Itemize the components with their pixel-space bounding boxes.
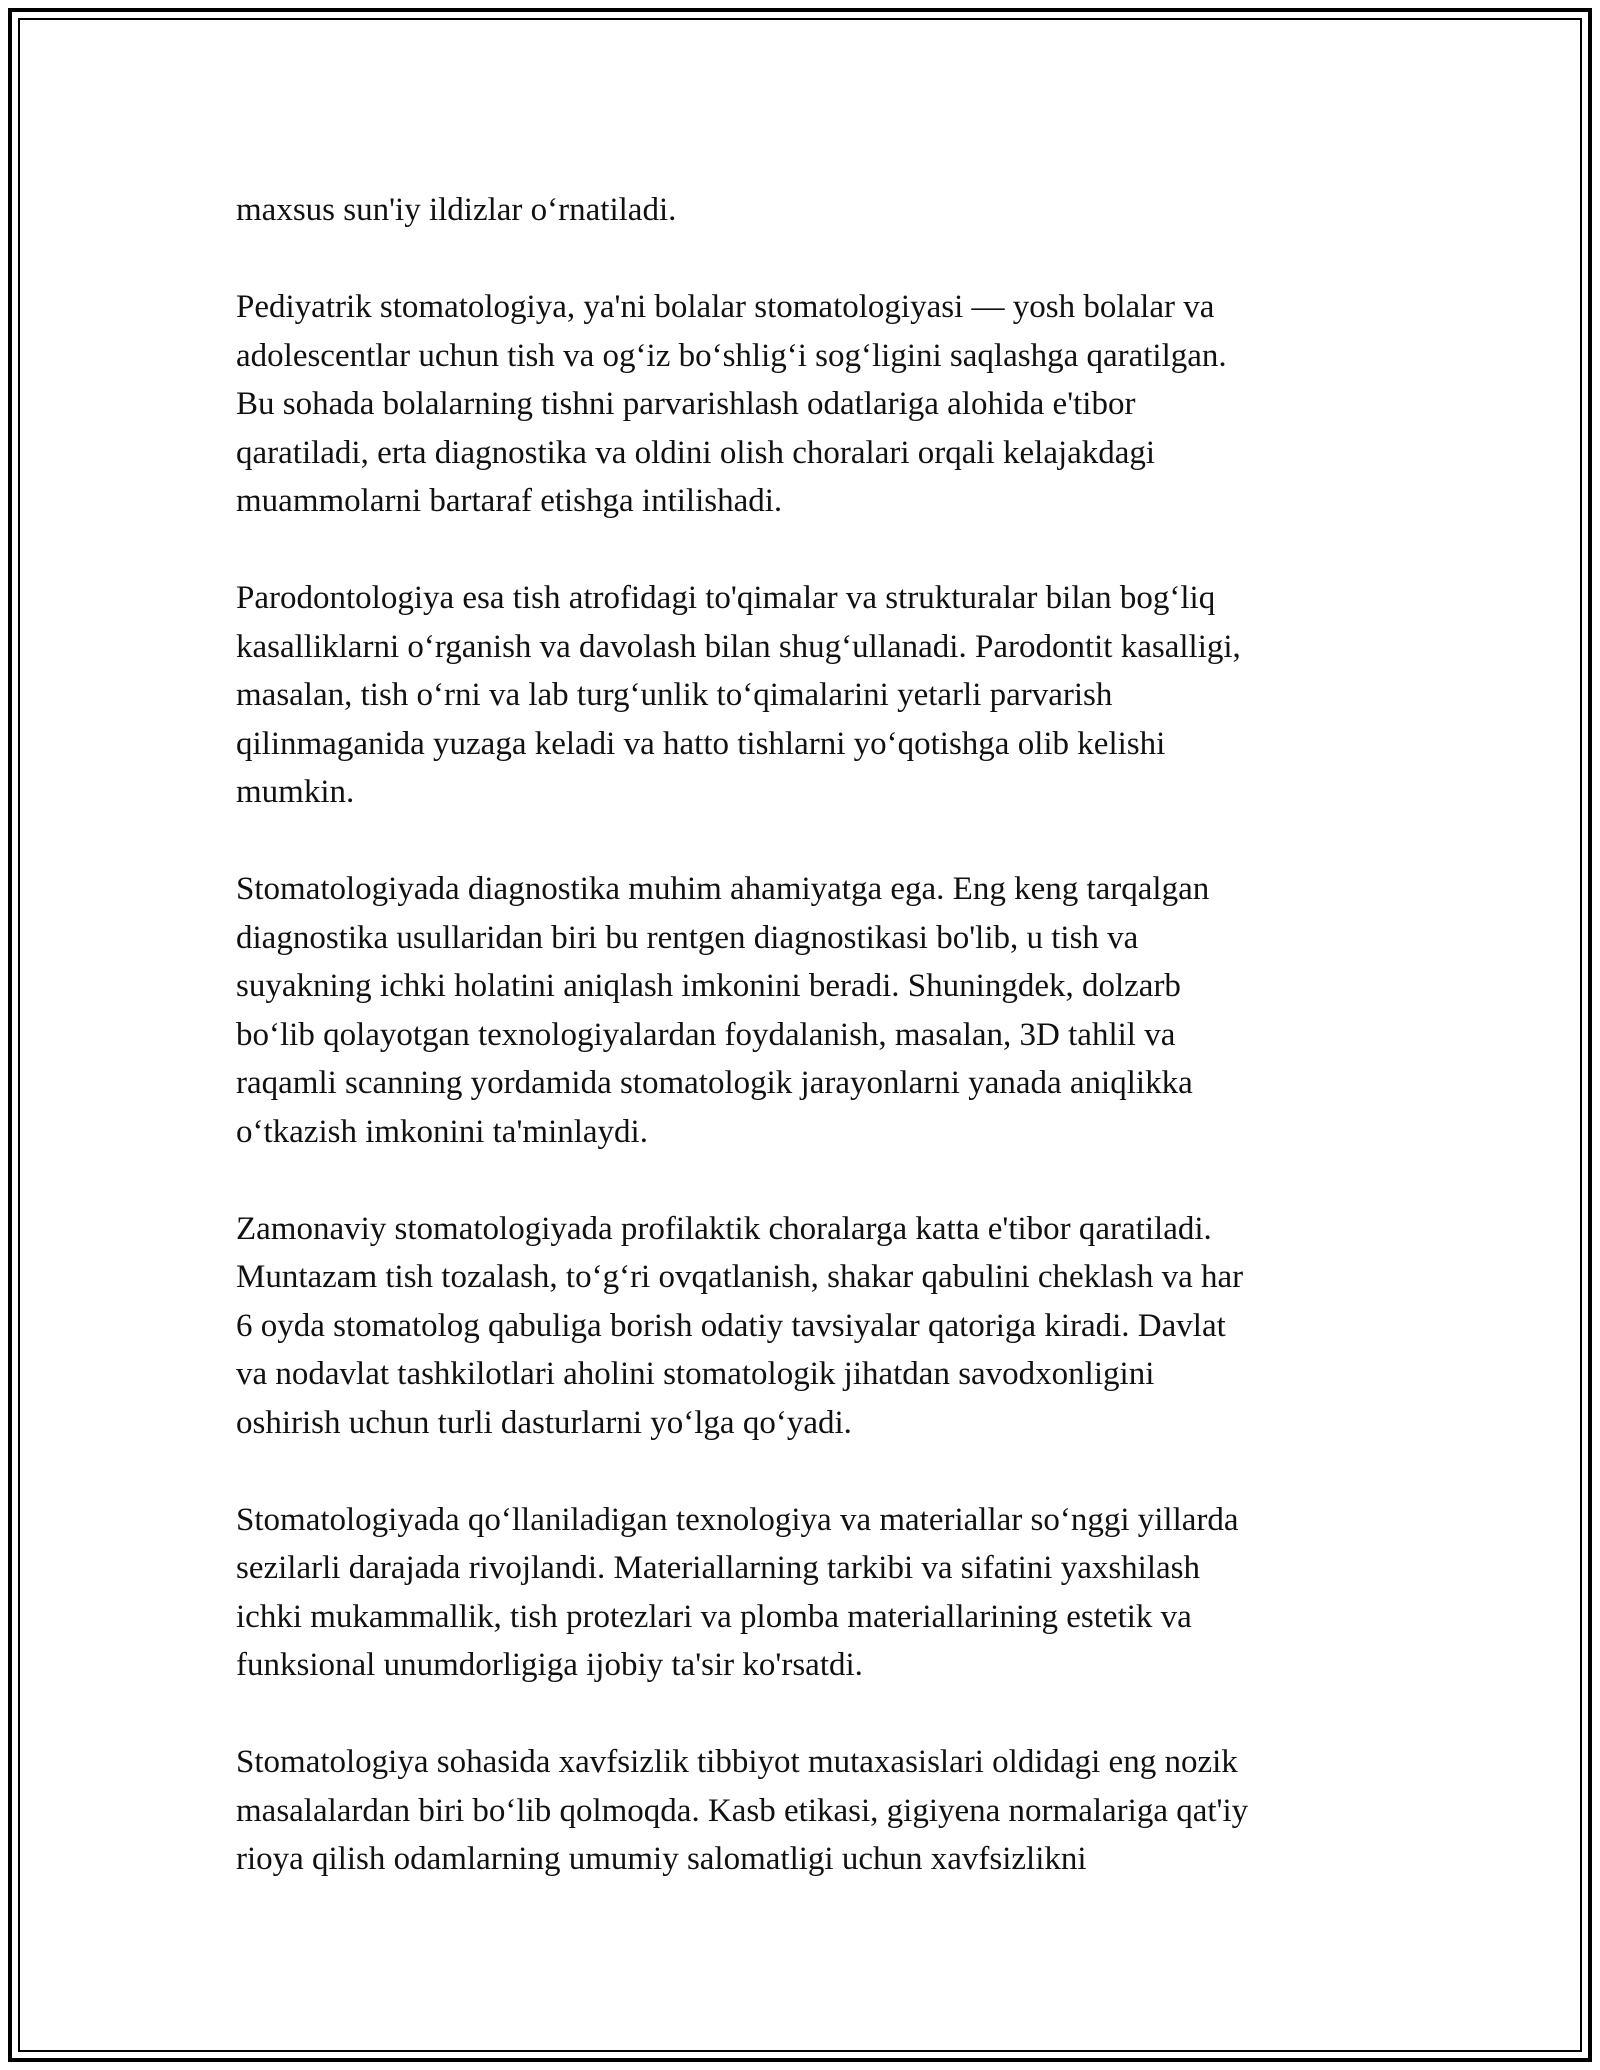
text-line: Bu sohada bolalarning tishni parvarishlash odatlariga alohida e'tibor xyxy=(236,386,1136,422)
text-line: Pediyatrik stomatologiya, ya'ni bolalar stomatologiyasi — yosh bolalar va xyxy=(236,289,1215,325)
paragraph-7 xyxy=(236,1738,1366,1884)
paragraph-5 xyxy=(236,1205,1366,1448)
text-line: sezilarli darajada rivojlandi. Materiallarning tarkibi va sifatini yaxshilash xyxy=(236,1550,1201,1586)
text-line: Stomatologiyada diagnostika muhim ahamiyatga ega. Eng keng tarqalgan xyxy=(236,871,1210,907)
paragraph-4 xyxy=(236,865,1366,1156)
text-line: qaratiladi, erta diagnostika va oldini olish choralari orqali kelajakdagi xyxy=(236,434,1156,471)
text-line: diagnostika usullaridan biri bu rentgen diagnostikasi bo'lib, u tish va xyxy=(236,919,1139,956)
text-line: bo‘lib qolayotgan texnologiyalardan foydalanish, masalan, 3D tahlil va xyxy=(236,1016,1176,1053)
text-line: Zamonaviy stomatologiyada profilaktik choralarga katta e'tibor qaratiladi. xyxy=(236,1210,1212,1247)
text-line: funksional unumdorligiga ijobiy ta'sir ko'rsatdi. xyxy=(236,1647,863,1683)
text-line: muammolarni bartaraf etishga intilishadi. xyxy=(236,483,783,519)
text-line: adolescentlar uchun tish va og‘iz bo‘shlig‘i sog‘ligini saqlashga qaratilgan. xyxy=(236,337,1227,374)
text-line: qilinmaganida yuzaga keladi va hatto tishlarni yo‘qotishga olib kelishi xyxy=(236,725,1166,762)
paragraph-3 xyxy=(236,574,1366,817)
text-line: mumkin. xyxy=(236,774,355,810)
text-line: rioya qilish odamlarning umumiy salomatligi uchun xavfsizlikni xyxy=(236,1841,1087,1877)
text-line: maxsus sun'iy ildizlar o‘rnatiladi. xyxy=(236,192,677,228)
text-line: ichki mukammallik, tish protezlari va plomba materiallarining estetik va xyxy=(236,1598,1192,1635)
text-line: Stomatologiyada qo‘llaniladigan texnologiya va materiallar so‘nggi yillarda xyxy=(236,1501,1239,1538)
paragraph-2 xyxy=(236,283,1366,526)
text-line: masalan, tish o‘rni va lab turg‘unlik to‘qimalarini yetarli parvarish xyxy=(236,677,1113,713)
text-line: suyakning ichki holatini aniqlash imkonini beradi. Shuningdek, dolzarb xyxy=(236,968,1181,1004)
text-line: raqamli scanning yordamida stomatologik jarayonlarni yanada aniqlikka xyxy=(236,1065,1193,1101)
text-line: Parodontologiya esa tish atrofidagi to'qimalar va strukturalar bilan bog‘liq xyxy=(236,580,1216,616)
text-line: Muntazam tish tozalash, to‘g‘ri ovqatlanish, shakar qabulini cheklash va har xyxy=(236,1259,1244,1295)
text-line: masalalardan biri bo‘lib qolmoqda. Kasb etikasi, gigiyena normalariga qat'iy xyxy=(236,1792,1249,1829)
text-line: 6 oyda stomatolog qabuliga borish odatiy tavsiyalar qatoriga kiradi. Davlat xyxy=(236,1307,1226,1344)
text-line: oshirish uchun turli dasturlarni yo‘lga qo‘yadi. xyxy=(236,1404,852,1441)
text-line: Stomatologiya sohasida xavfsizlik tibbiyot mutaxasislari oldidagi eng nozik xyxy=(236,1744,1238,1780)
text-line: kasalliklarni o‘rganish va davolash bilan shug‘ullanadi. Parodontit kasalligi, xyxy=(236,628,1241,665)
document-body xyxy=(236,186,1366,1932)
text-line: va nodavlat tashkilotlari aholini stomatologik jihatdan savodxonligini xyxy=(236,1356,1155,1392)
paragraph-1 xyxy=(236,186,1366,235)
text-line: o‘tkazish imkonini ta'minlaydi. xyxy=(236,1113,648,1150)
paragraph-6 xyxy=(236,1496,1366,1690)
